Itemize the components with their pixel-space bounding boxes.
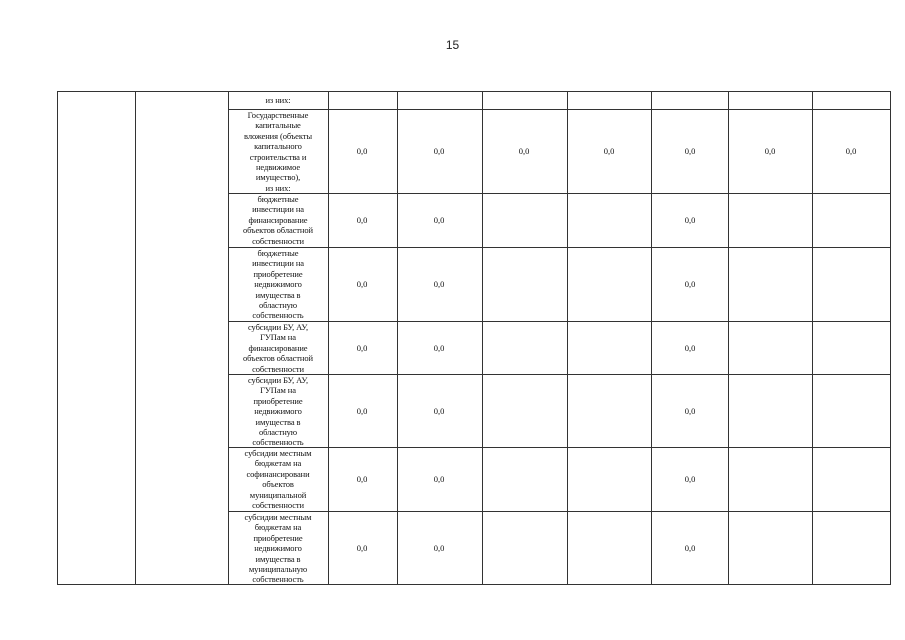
row-label: бюджетные инвестиции на приобретение недвижимого имущества в областную собственность: [252, 248, 304, 321]
value-cell: 0,0: [684, 146, 696, 156]
value-cell: 0,0: [845, 146, 857, 156]
value-cell: 0,0: [433, 279, 445, 289]
value-cell: 0,0: [433, 342, 445, 353]
value-cell: 0,0: [356, 215, 368, 225]
value-cell: 0,0: [356, 146, 368, 156]
value-cell: 0,0: [356, 405, 368, 416]
value-cell: 0,0: [356, 279, 368, 289]
value-cell: 0,0: [433, 215, 445, 225]
value-cell: 0,0: [603, 146, 615, 156]
row-label: из них:: [265, 94, 291, 105]
value-cell: 0,0: [684, 474, 696, 484]
table-column-border: [57, 91, 58, 585]
table-row-border: [57, 91, 891, 92]
value-cell: 0,0: [433, 146, 445, 156]
value-cell: 0,0: [684, 279, 696, 289]
row-label: субсидии местным бюджетам на приобретение недвижимого имущества в муниципальную собственность: [244, 512, 312, 585]
value-cell: 0,0: [684, 405, 696, 416]
row-label: субсидии БУ, АУ, ГУПам на финансирование объектов областной собственности: [243, 322, 313, 374]
value-cell: 0,0: [356, 474, 368, 484]
page-number: 15: [445, 38, 460, 52]
value-cell: 0,0: [518, 146, 530, 156]
value-cell: 0,0: [356, 342, 368, 353]
row-label: Государственные капитальные вложения (объекты капитального строительства и недвижимое имущество), из них:: [244, 110, 312, 193]
table-row-border: [57, 584, 891, 585]
value-cell: 0,0: [684, 542, 696, 553]
value-cell: 0,0: [764, 146, 776, 156]
row-label: субсидии БУ, АУ, ГУПам на приобретение недвижимого имущества в областную собственность: [247, 375, 308, 448]
row-label: бюджетные инвестиции на финансирование объектов областной собственности: [243, 194, 313, 246]
value-cell: 0,0: [433, 542, 445, 553]
value-cell: 0,0: [356, 542, 368, 553]
value-cell: 0,0: [684, 215, 696, 225]
row-label: субсидии местным бюджетам на софинансировани объектов муниципальной собственности: [244, 448, 312, 511]
value-cell: 0,0: [433, 474, 445, 484]
value-cell: 0,0: [684, 342, 696, 353]
table-column-border: [135, 91, 136, 585]
value-cell: 0,0: [433, 405, 445, 416]
